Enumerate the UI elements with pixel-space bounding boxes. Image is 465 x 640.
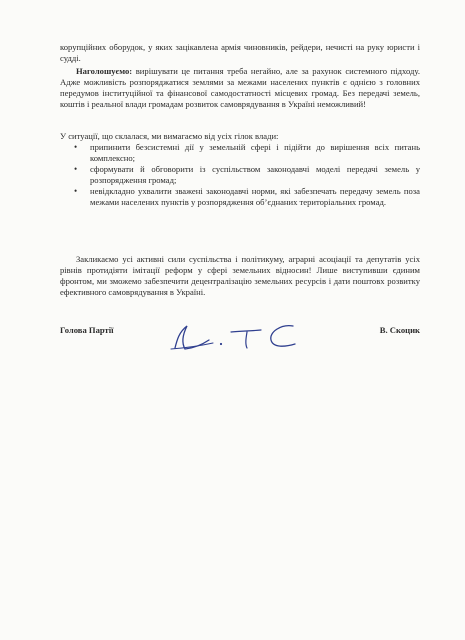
emphasis-body: вирішувати це питання треба негайно, але за рахунок системного підходу. Адже можливість розпоряджатися землями за межами населених пунктів є однією з головних передумов інституційної та фінансової самодостатності місцевих громад. Без передачі земель, коштів і реальної влади громадам розвиток самоврядування в Україні неможливий!: [60, 66, 420, 109]
paragraph-demands-intro: [60, 131, 420, 142]
list-item: [60, 164, 420, 186]
signatory-title: Голова Партії: [60, 325, 114, 335]
list-item: [60, 142, 420, 164]
demands-intro-text: У ситуації, що склалася, ми вимагаємо від усіх гілок влади:: [60, 131, 279, 141]
list-item-text: сформувати й обговорити із суспільством законодавчі моделі передачі земель у розпорядження громад;: [90, 164, 420, 185]
emphasis-lead: Наголошуємо:: [76, 66, 133, 76]
paragraph-appeal-text: Закликаємо усі активні сили суспільства і політикуму, аграрні асоціації та депутатів усіх рівнів протидіяти імітації реформ у сфері земельних відносин! Лише виступивши єдиним фронтом, ми зможемо забезпечити децентралізацію земельних ресурсів і дати поштовх розвитку ефективного самоврядування в Україні.: [60, 254, 420, 297]
bullet-icon: •: [74, 142, 78, 152]
list-item-text: невідкладно ухвалити зважені законодавчі норми, які забезпечать передачу земель поза межами населених пунктів у розпорядження об’єднаних територіальних громад.: [90, 186, 420, 207]
signatory-name: В. Скоцик: [379, 325, 420, 335]
paragraph-appeal: [60, 254, 420, 298]
list-item: [60, 186, 420, 208]
paragraph-intro: [60, 42, 420, 64]
bullet-icon: •: [74, 164, 78, 174]
list-item-text: припинити безсистемні дії у земельній сфері і підійти до вирішення всіх питань комплексно;: [90, 142, 420, 163]
paragraph-emphasis: [60, 66, 420, 110]
bullet-icon: •: [74, 186, 78, 196]
handwritten-signature: [165, 318, 305, 354]
paragraph-intro-text: корупційних оборудок, у яких зацікавлена армія чиновників, рейдери, нечисті на руку юристи і судді.: [60, 42, 420, 63]
demands-list: [60, 142, 420, 208]
